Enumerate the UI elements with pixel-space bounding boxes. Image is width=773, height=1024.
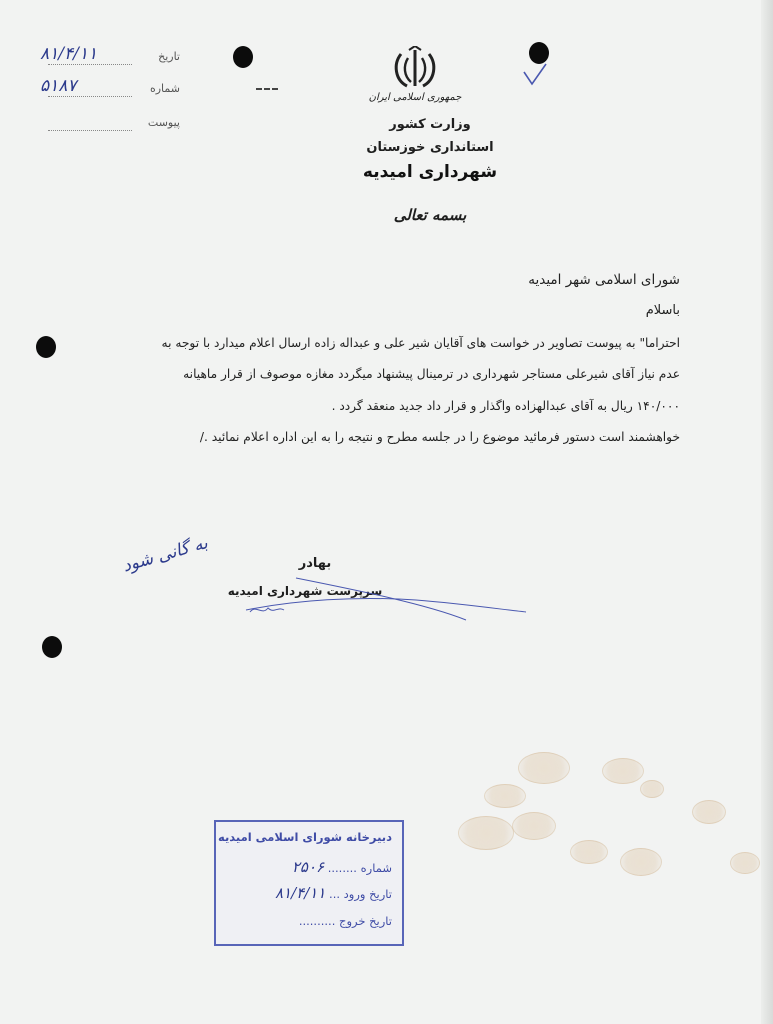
- signatory-title: سرپرست شهرداری امیدیه: [227, 584, 383, 598]
- stamp-entry-date-label: تاریخ ورود: [343, 887, 392, 901]
- margin-note: به گانی شود: [120, 533, 211, 577]
- stain: [730, 852, 760, 874]
- check-mark-icon: [520, 62, 550, 88]
- stamp-exit-date: تاریخ خروج ..........: [298, 914, 392, 928]
- stamp-entry-date: تاریخ ورود ... ۸۱/۴/۱۱: [275, 884, 392, 902]
- stamp-number-value: ۲۵۰۶: [291, 858, 325, 876]
- stain: [602, 758, 644, 784]
- stamp-entry-date-value: ۸۱/۴/۱۱: [275, 884, 326, 902]
- stain: [518, 752, 570, 784]
- stain: [640, 780, 664, 798]
- punch-hole: [36, 336, 56, 358]
- number-field: [40, 76, 180, 104]
- body-line: ۱۴۰/۰۰۰ ریال به آقای عبدالهزاده واگذار و قرار داد جدید منعقد گردد .: [331, 399, 680, 413]
- stain: [484, 784, 526, 808]
- body-line: عدم نیاز آقای شیرعلی مستاجر شهرداری در ترمینال پیشنهاد میگردد مغازه موصوف از قرار ماهیانه: [183, 367, 680, 381]
- number-value: ۵۱۸۷: [40, 76, 77, 96]
- punch-hole: [529, 42, 549, 64]
- invocation: بسمه تعالی: [393, 206, 467, 224]
- date-field: [40, 44, 180, 72]
- stamp-number-label: شماره: [360, 861, 392, 875]
- municipality-name: شهرداری امیدیه: [362, 162, 498, 182]
- stamp-title: دبیرخانه شورای اسلامی امیدیه: [217, 830, 392, 844]
- greeting: باسلام: [645, 303, 680, 318]
- dash-mark: [256, 88, 278, 90]
- ministry-name: وزارت کشور: [389, 117, 471, 132]
- stamp-exit-date-label: تاریخ خروج: [339, 914, 392, 928]
- signature-scribble: [236, 570, 536, 630]
- stain: [570, 840, 608, 864]
- emblem-caption: جمهوری اسلامی ایران: [368, 92, 462, 103]
- attachment-field: [40, 116, 180, 138]
- iran-emblem-icon: [391, 46, 439, 90]
- stain: [620, 848, 662, 876]
- attachment-label: پیوست: [147, 116, 180, 129]
- stamp-number: شماره ........ ۲۵۰۶: [291, 858, 392, 876]
- stain: [512, 812, 556, 840]
- stain: [692, 800, 726, 824]
- date-label: تاریخ: [158, 50, 180, 63]
- page-edge: [761, 0, 773, 1024]
- signatory-name: بهادر: [298, 556, 332, 571]
- body-line: خواهشمند است دستور فرمائید موضوع را در جلسه مطرح و نتیجه را به این اداره اعلام نمائید ./: [199, 430, 680, 444]
- punch-hole: [233, 46, 253, 68]
- number-label: شماره: [149, 82, 180, 95]
- reception-stamp: [214, 820, 404, 946]
- date-value: ۸۱/۴/۱۱: [40, 44, 98, 64]
- punch-hole: [42, 636, 62, 658]
- governorate-name: استانداری خوزستان: [366, 140, 494, 155]
- stain: [458, 816, 514, 850]
- recipient: شورای اسلامی شهر امیدیه: [528, 272, 680, 288]
- body-line: احتراما" به پیوست تصاویر در خواست های آقایان شیر علی و عبداله زاده ارسال اعلام میدارد با توجه به: [161, 336, 680, 350]
